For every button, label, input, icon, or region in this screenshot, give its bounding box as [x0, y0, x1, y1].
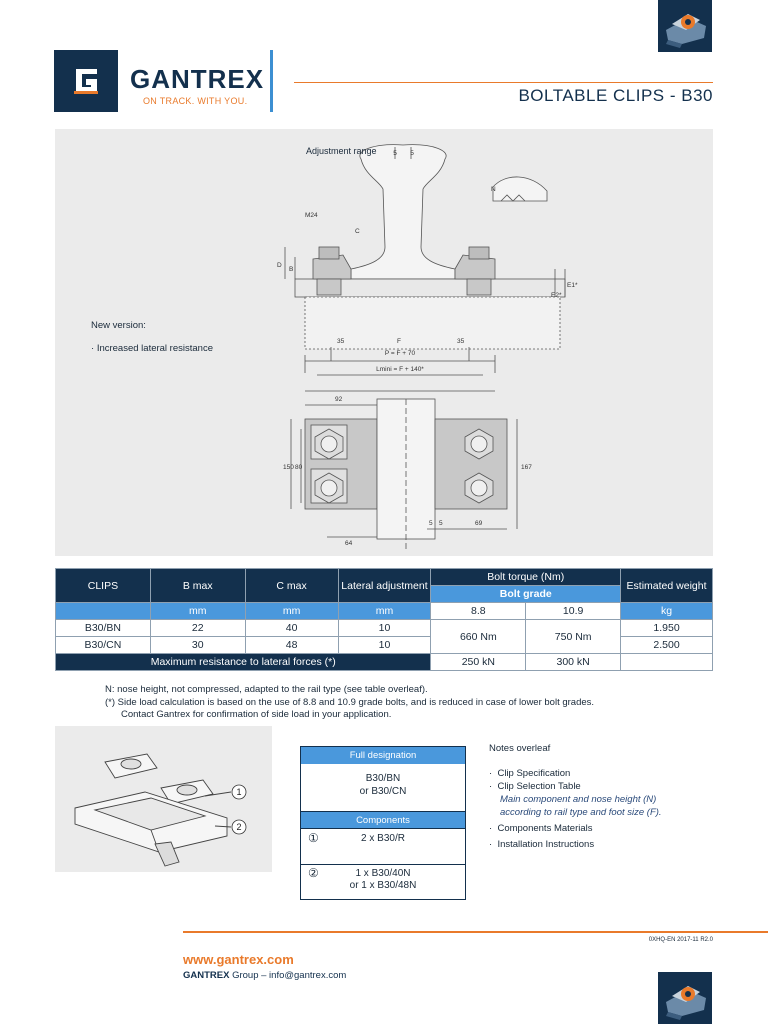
new-version-bullet: · Increased lateral resistance	[91, 343, 213, 354]
full-designation-line2: or B30/CN	[359, 786, 407, 797]
max-109: 300 kN	[526, 654, 621, 671]
designation-box	[300, 746, 466, 900]
components-header: Components	[301, 812, 465, 829]
cell-torque-88: 660 Nm	[431, 620, 526, 654]
component-row-1	[301, 829, 465, 865]
list-item: · Installation Instructions	[489, 839, 595, 850]
th-cmax: C max	[245, 569, 338, 603]
footnote-n: N: nose height, not compressed, adapted to the rail type (see table overleaf).	[105, 684, 428, 695]
cell-c: 40	[245, 620, 338, 637]
unit-b: mm	[150, 603, 245, 620]
dim-69: 69	[475, 520, 483, 527]
spec-table	[55, 568, 713, 671]
doc-code: 0XHQ-EN 2017-11 R2.0	[648, 937, 713, 943]
list-sub-line2: according to rail type and foot size (F).	[500, 807, 662, 818]
part-callout-2: 2	[236, 822, 242, 832]
th-bmax: B max	[150, 569, 245, 603]
dim-167: 167	[521, 464, 532, 471]
unit-clips	[56, 603, 151, 620]
cell-b: 22	[150, 620, 245, 637]
th-weight: Estimated weight	[621, 569, 713, 603]
footer-rule	[183, 931, 768, 933]
part-callout-1: 1	[236, 787, 242, 797]
label-c: C	[355, 228, 360, 235]
label-n: N	[491, 186, 496, 193]
max-88: 250 kN	[431, 654, 526, 671]
component-2-line1: 1 x B30/40N	[355, 868, 411, 879]
brand-tagline: ON TRACK. WITH YOU.	[143, 96, 248, 106]
unit-c: mm	[245, 603, 338, 620]
brand-name: GANTREX	[130, 64, 265, 94]
label-e1: E1*	[567, 282, 578, 289]
header-rule	[294, 82, 713, 83]
clip-thumbnail-bottom	[658, 972, 712, 1024]
notes-overleaf-list	[489, 767, 709, 851]
dim-150: 150	[283, 464, 294, 471]
dim-92: 92	[335, 396, 343, 403]
component-1-num: ①	[308, 831, 319, 845]
cell-w: 2.500	[621, 637, 713, 654]
dim-35-left: 35	[337, 338, 345, 345]
dim-64: 64	[345, 540, 353, 547]
dim-f: F	[397, 338, 401, 345]
notes-overleaf-title: Notes overleaf	[489, 743, 551, 754]
website-link[interactable]: www.gantrex.com	[183, 952, 294, 967]
cell-torque-109: 750 Nm	[526, 620, 621, 654]
list-item: · Clip Selection Table	[489, 781, 581, 792]
component-2-line2: or 1 x B30/48N	[349, 880, 417, 891]
logo-g-icon	[70, 62, 102, 98]
cell-lat: 10	[338, 620, 431, 637]
new-version-label: New version:	[91, 320, 146, 331]
component-row-2	[301, 865, 465, 899]
grade-109: 10.9	[526, 603, 621, 620]
cell-lat: 10	[338, 637, 431, 654]
th-bolt-grade: Bolt grade	[431, 586, 621, 603]
full-designation-line1: B30/BN	[365, 773, 401, 784]
cell-clip: B30/BN	[56, 620, 151, 637]
dim-5b: 5	[439, 520, 443, 527]
component-1-text: 2 x B30/R	[361, 833, 405, 844]
th-clips: CLIPS	[56, 569, 151, 603]
group-contact[interactable]	[183, 970, 346, 981]
full-designation-cell	[301, 764, 465, 812]
label-e2: E2*	[551, 292, 562, 299]
dim-80: 80	[295, 464, 303, 471]
th-lateral: Lateral adjustment	[338, 569, 431, 603]
dim-5a: 5	[429, 520, 433, 527]
page-title: BOLTABLE CLIPS - B30	[518, 86, 713, 105]
max-resistance-label: Maximum resistance to lateral forces (*)	[56, 654, 431, 671]
clip-thumbnail-top	[658, 0, 712, 52]
full-designation-header: Full designation	[301, 747, 465, 764]
grade-88: 8.8	[431, 603, 526, 620]
list-item: · Clip Specification	[489, 768, 571, 779]
adjustment-range-label: Adjustment range	[306, 146, 377, 156]
footnote-star: (*) Side load calculation is based on the use of 8.8 and 10.9 grade bolts, and is reduced in case of lower bolt grades.	[105, 696, 595, 708]
group-brand: GANTREX	[183, 970, 230, 981]
table-row	[56, 620, 713, 637]
dim-5-right: 5	[410, 150, 414, 157]
dim-lmini: Lmini = F + 140*	[376, 366, 424, 373]
new-version-bullet-text: Increased lateral resistance	[96, 343, 213, 354]
label-m24: M24	[305, 212, 318, 219]
footnotes	[105, 684, 594, 722]
dim-p: P = F + 70	[384, 350, 416, 357]
list-item-text: Components Materials	[497, 823, 593, 834]
list-item-text: Installation Instructions	[497, 839, 595, 850]
dim-35-right: 35	[457, 338, 465, 345]
group-email: Group – info@gantrex.com	[229, 970, 347, 981]
component-2-num: ②	[308, 866, 319, 880]
cell-b: 30	[150, 637, 245, 654]
unit-lat: mm	[338, 603, 431, 620]
cell-c: 48	[245, 637, 338, 654]
footnote-contact: Contact Gantrex for confirmation of side load in your application.	[121, 709, 392, 720]
dim-5-left: 5	[393, 150, 397, 157]
label-d: D	[277, 262, 282, 269]
parts-illustration-svg	[55, 726, 272, 872]
cell-clip: B30/CN	[56, 637, 151, 654]
list-item: · Components Materials	[489, 823, 593, 834]
brand-divider	[270, 50, 273, 112]
max-weight-empty	[621, 654, 713, 671]
list-sub-line1: Main component and nose height (N)	[500, 794, 657, 805]
list-item-text: Clip Specification	[497, 768, 571, 779]
th-torque: Bolt torque (Nm)	[431, 569, 621, 586]
label-b: B	[289, 266, 294, 273]
cell-w: 1.950	[621, 620, 713, 637]
unit-w: kg	[621, 603, 713, 620]
list-item-text: Clip Selection Table	[497, 781, 581, 792]
